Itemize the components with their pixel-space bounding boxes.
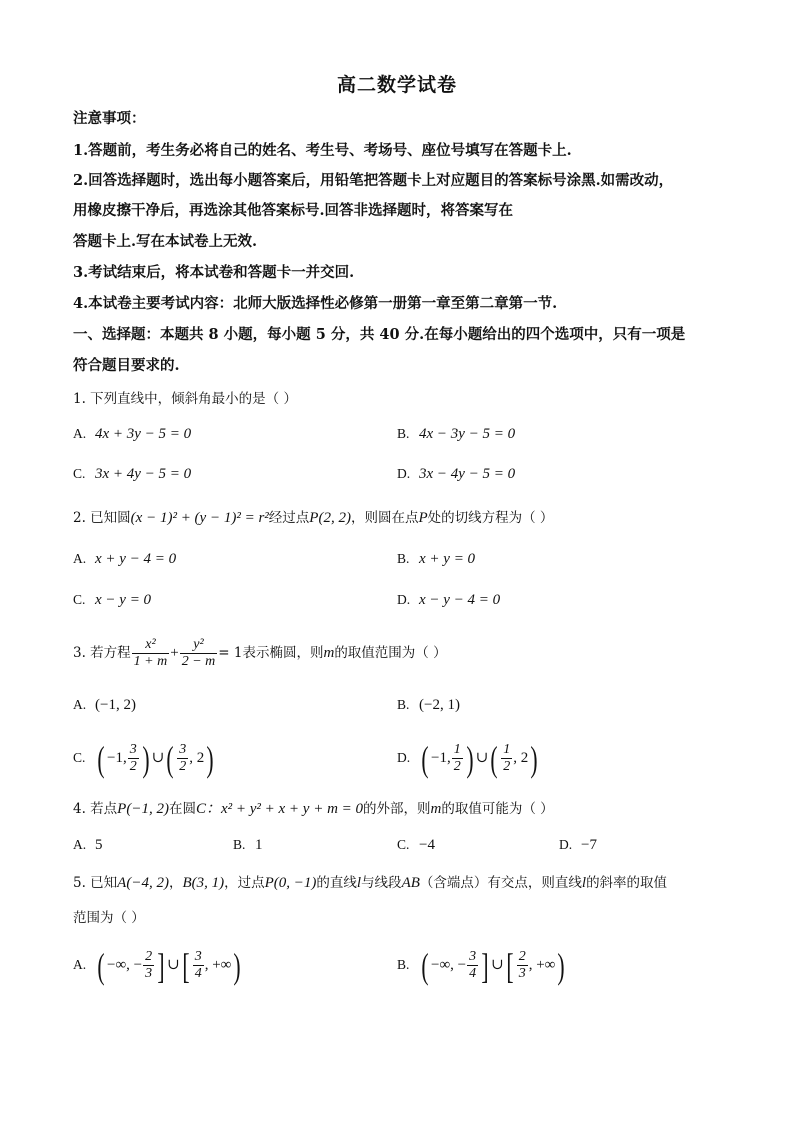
question-2-option-d: D. x − y − 4 = 0: [397, 592, 501, 608]
question-1-option-a: A. 4x + 3y − 5 = 0: [73, 426, 192, 442]
fraction: $\frac{1}{2}$: [453, 742, 461, 774]
notice-item-2-cont2: 答题卡上.写在本试卷上无效.: [73, 233, 258, 250]
fraction: $\frac{3}{2}$: [179, 742, 187, 774]
question-2-option-a: A. x + y − 4 = 0: [73, 551, 177, 567]
fraction: $\frac{\text{x²}}{1 + m}$: [133, 637, 168, 669]
question-5-option-b: B. ( −∞, − $\frac{3}{4}$ ] ∪[ $\frac{2}{3}$ , +∞): [397, 945, 565, 986]
question-4-option-c: C. −4: [397, 837, 435, 853]
question-1-option-d: D. 3x − 4y − 5 = 0: [397, 466, 516, 482]
section-heading-line2: 符合题目要求的.: [73, 357, 180, 374]
notice-item-4: 4.本试卷主要考试内容：北师大版选择性必修第一册第一章至第二章第一节.: [73, 295, 558, 312]
fraction: $\frac{3}{4}$: [194, 949, 202, 981]
question-4-option-d: D. −7: [559, 837, 597, 853]
notice-item-1: 1.答题前，考生务必将自己的姓名、考生号、考场号、座位号填写在答题卡上.: [73, 142, 572, 159]
question-3-stem: 3. 若方程 $\frac{\text{x²}}{1 + m}$ + $\frac{\text{y²}}{2 - m}$ = 1表示椭圆，则m的取值范围为（ ）: [73, 637, 447, 669]
fraction: $\frac{1}{2}$: [503, 742, 511, 774]
question-5-stem: 5. 已知A(−4, 2)，B(3, 1)，过点P(0, −1)的直线l与线段AB（含端点）有交点，则直线l的斜率的取值: [73, 875, 668, 891]
page-title: 高二数学试卷: [336, 74, 457, 96]
question-4-option-a: A. 5: [73, 837, 103, 853]
question-1-option-c: C. 3x + 4y − 5 = 0: [73, 466, 192, 482]
question-3-option-a: A. (−1, 2): [73, 697, 136, 713]
notice-heading: 注意事项：: [73, 110, 146, 127]
notice-item-2: 2.回答选择题时，选出每小题答案后，用铅笔把答题卡上对应题目的答案标号涂黑.如需改动，: [73, 172, 674, 189]
question-2-stem: 2. 已知圆(x − 1)² + (y − 1)² = r²经过点P(2, 2)，则圆在点P处的切线方程为（ ）: [73, 510, 554, 526]
question-5-option-a: A. ( −∞, − $\frac{2}{3}$ ] ∪[ $\frac{3}{4}$ , +∞): [73, 945, 241, 986]
question-1-stem: 1. 下列直线中，倾斜角最小的是（ ）: [73, 391, 297, 407]
fraction: $\frac{3}{2}$: [129, 742, 137, 774]
fraction: $\frac{2}{3}$: [145, 949, 153, 981]
notice-item-2-cont: 用橡皮擦干净后，再选涂其他答案标号.回答非选择题时，将答案写在: [73, 202, 514, 219]
section-heading-line1: 一、选择题：本题共 8 小题，每小题 5 分，共 40 分.在每小题给出的四个选项中，只有一项是: [73, 326, 686, 343]
question-1-option-b: B. 4x − 3y − 5 = 0: [397, 426, 516, 442]
question-2-option-b: B. x + y = 0: [397, 551, 476, 567]
question-3-option-b: B. (−2, 1): [397, 697, 460, 713]
fraction: $\frac{\text{y²}}{2 - m}$: [181, 637, 216, 669]
notice-item-3: 3.考试结束后，将本试卷和答题卡一并交回.: [73, 264, 355, 281]
question-5-stem-cont: 范围为（ ）: [73, 910, 145, 926]
question-2-option-c: C. x − y = 0: [73, 592, 152, 608]
question-3-option-d: D. ( −1, $\frac{1}{2}$ ) ∪( $\frac{1}{2}$ , 2): [397, 738, 538, 779]
question-3-option-c: C. ( −1, $\frac{3}{2}$ ) ∪( $\frac{3}{2}$ , 2): [73, 738, 214, 779]
fraction: $\frac{3}{4}$: [469, 949, 477, 981]
question-4-stem: 4. 若点P(−1, 2)在圆C：x² + y² + x + y + m = 0的外部，则m的取值可能为（ ）: [73, 801, 554, 817]
fraction: $\frac{2}{3}$: [518, 949, 526, 981]
question-4-option-b: B. 1: [233, 837, 263, 853]
